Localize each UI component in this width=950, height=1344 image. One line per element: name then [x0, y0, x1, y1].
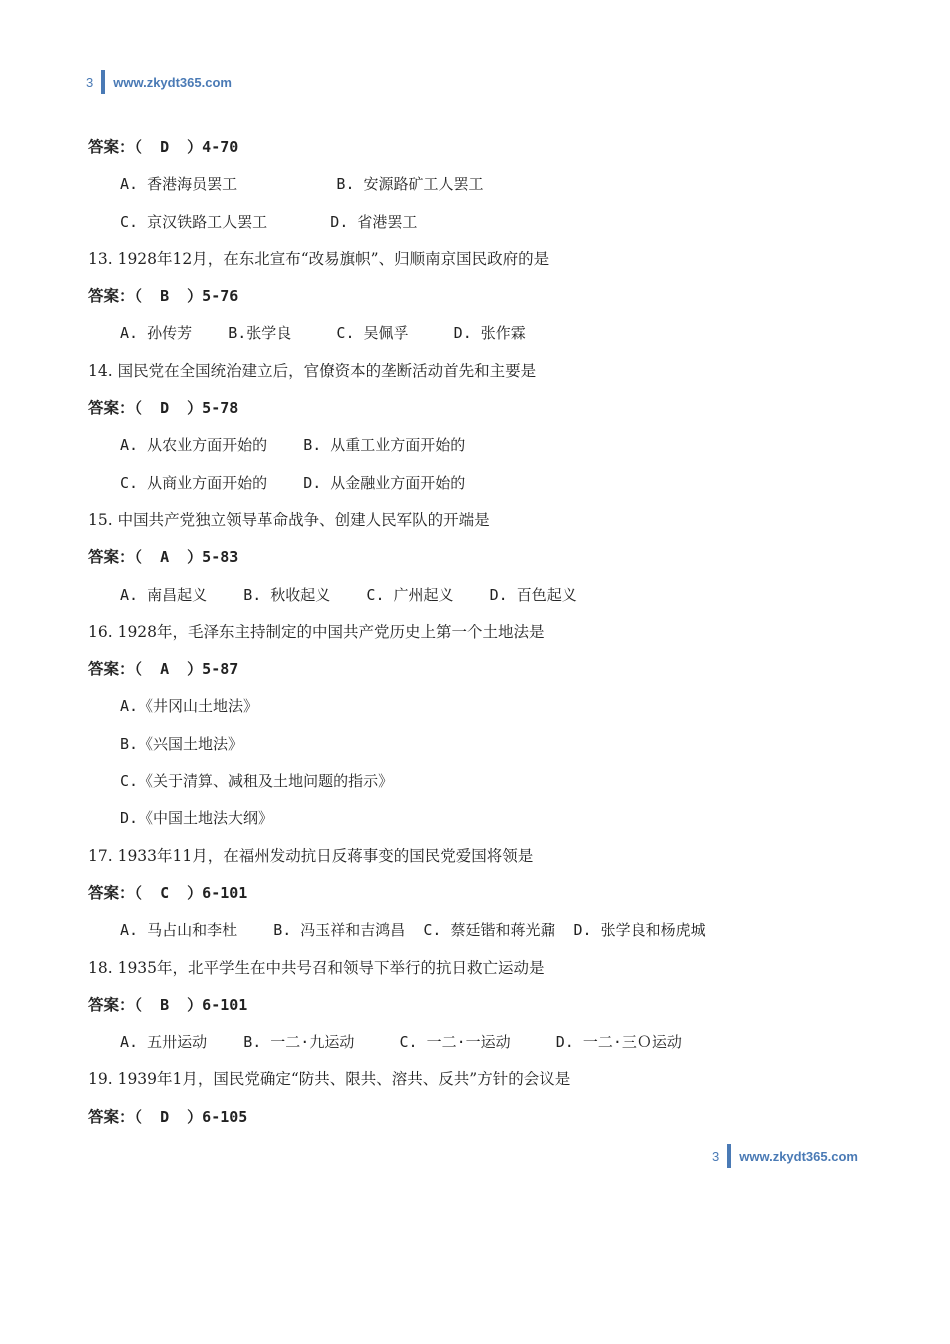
answer-value: （ A ）5-87 — [134, 660, 239, 679]
option-line: C.《关于清算、减租及土地问题的指示》 — [120, 772, 394, 791]
option-line: A. 从农业方面开始的 B. 从重工业方面开始的 — [120, 436, 466, 455]
answer-line — [88, 394, 888, 431]
question-line: 17. 1933年11月，在福州发动抗日反蒋事变的国民党爱国将领是 — [88, 846, 534, 865]
answer-line — [88, 1103, 888, 1140]
question-line: 18. 1935年，北平学生在中共号召和领导下举行的抗日救亡运动是 — [88, 958, 545, 977]
answer-label: 答案： — [88, 400, 135, 418]
option-line: A. 五卅运动 B. 一二·九运动 C. 一二·一运动 D. 一二·三Ｏ运动 — [120, 1033, 682, 1052]
answer-value: （ A ）5-83 — [134, 548, 239, 567]
answer-value: （ C ）6-101 — [134, 883, 248, 902]
answer-line — [88, 655, 888, 692]
answer-value: （ B ）6-101 — [134, 995, 248, 1014]
answer-line — [88, 879, 888, 916]
answer-label: 答案： — [88, 1108, 135, 1126]
answer-label: 答案： — [88, 549, 135, 567]
answer-value: （ B ）5-76 — [134, 287, 239, 306]
answer-value: （ D ）6-105 — [134, 1107, 248, 1126]
answer-line — [88, 133, 888, 170]
answer-value: （ D ）5-78 — [134, 399, 239, 418]
header-page-number: 3 — [86, 74, 94, 90]
answer-label: 答案： — [88, 139, 135, 156]
question-line: 13. 1928年12月，在东北宣布“改易旗帜”、归顺南京国民政府的是 — [88, 249, 550, 268]
answer-line — [88, 991, 888, 1028]
option-line: C. 京汉铁路工人罢工 D. 省港罢工 — [120, 212, 418, 231]
answer-value: （ D ）4-70 — [134, 138, 239, 156]
option-line: A. 马占山和李杜 B. 冯玉祥和吉鸿昌 C. 蔡廷锴和蒋光鼐 D. 张学良和杨虎城 — [120, 921, 706, 940]
footer-page-number: 3 — [712, 1148, 720, 1164]
page-footer — [712, 1143, 858, 1169]
question-list — [88, 133, 888, 1140]
answer-label: 答案： — [88, 996, 135, 1014]
option-line: C. 从商业方面开始的 D. 从金融业方面开始的 — [120, 473, 466, 492]
question-line: 16. 1928年，毛泽东主持制定的中国共产党历史上第一个土地法是 — [88, 622, 545, 641]
footer-divider — [727, 1144, 731, 1168]
answer-label: 答案： — [88, 884, 135, 902]
option-line: B.《兴国土地法》 — [120, 734, 244, 753]
header-url[interactable]: www.zkydt365.com — [113, 74, 232, 90]
question-line: 14. 国民党在全国统治建立后，官僚资本的垄断活动首先和主要是 — [88, 361, 537, 380]
answer-label: 答案： — [88, 288, 135, 306]
option-line: D.《中国土地法大纲》 — [120, 809, 274, 828]
answer-label: 答案： — [88, 661, 135, 679]
footer-url[interactable]: www.zkydt365.com — [739, 1148, 858, 1164]
question-line: 15. 中国共产党独立领导革命战争、创建人民军队的开端是 — [88, 510, 490, 529]
header-divider — [101, 70, 105, 94]
option-line: A.《井冈山土地法》 — [120, 697, 259, 716]
option-line: A. 南昌起义 B. 秋收起义 C. 广州起义 D. 百色起义 — [120, 585, 577, 604]
question-line: 19. 1939年1月，国民党确定“防共、限共、溶共、反共”方针的会议是 — [88, 1070, 571, 1089]
answer-line — [88, 282, 888, 319]
page-header — [86, 69, 232, 95]
answer-line — [88, 543, 888, 580]
option-line: A. 孙传芳 B.张学良 C. 吴佩孚 D. 张作霖 — [120, 324, 526, 343]
option-line: A. 香港海员罢工 B. 安源路矿工人罢工 — [120, 175, 484, 194]
